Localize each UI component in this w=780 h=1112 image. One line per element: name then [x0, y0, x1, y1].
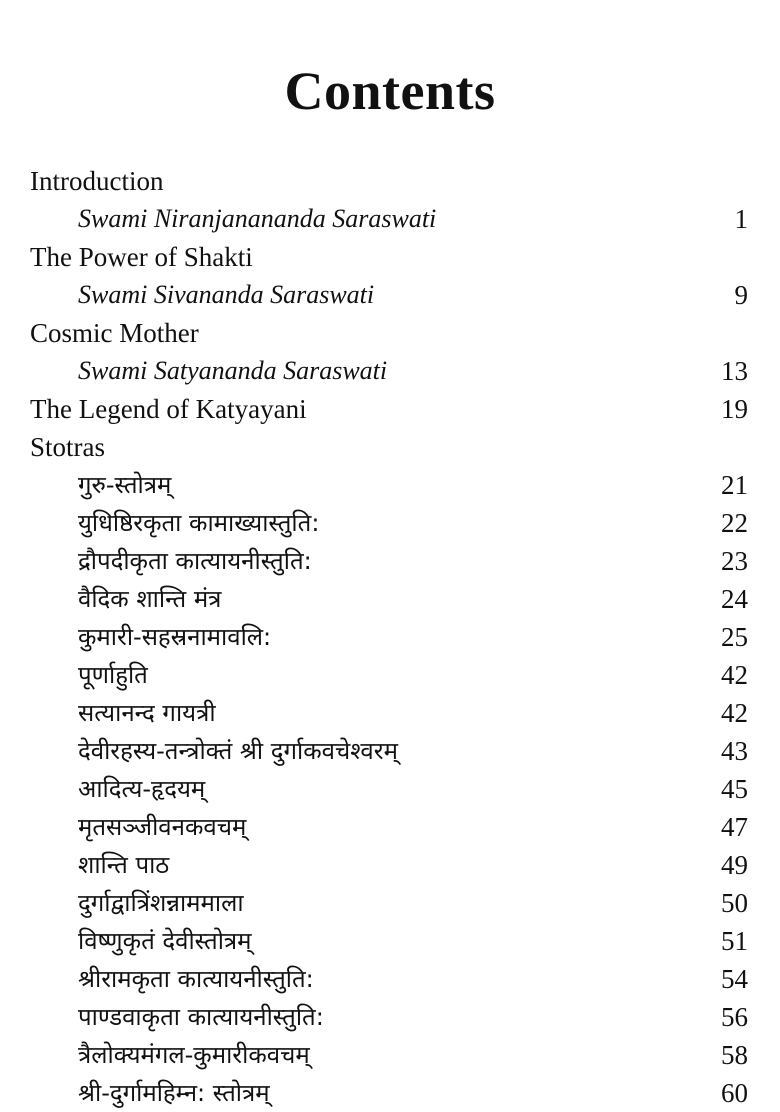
- toc-entry-label: आदित्य-हृदयम्: [78, 775, 206, 803]
- toc-entry-author[interactable]: [0, 352, 780, 390]
- toc-entry-label: विष्णुकृतं देवीस्तोत्रम्: [78, 927, 252, 955]
- toc-entry-page: 51: [721, 926, 748, 956]
- toc-entry-page: 1: [734, 204, 748, 234]
- toc-entry-page: 58: [721, 1040, 748, 1070]
- toc-entry-page: 56: [721, 1002, 748, 1032]
- toc-entry-stotra[interactable]: [0, 1074, 780, 1112]
- toc-entry-label: शान्ति पाठ: [78, 851, 170, 879]
- toc-entry-label: The Legend of Katyayani: [30, 394, 307, 424]
- toc-entry-label: Swami Satyananda Saraswati: [78, 356, 388, 385]
- toc-entry-introduction[interactable]: [0, 162, 780, 200]
- toc-entry-stotra[interactable]: [0, 694, 780, 732]
- toc-entry-stotra[interactable]: [0, 732, 780, 770]
- toc-entry-page: 9: [734, 280, 748, 310]
- toc-entry-label: कुमारी-सहस्रनामावलि:: [78, 623, 272, 651]
- toc-entry-page: 60: [721, 1078, 748, 1108]
- toc-entry-cosmic-mother[interactable]: [0, 314, 780, 352]
- toc-entry-page: 45: [721, 774, 748, 804]
- toc-entry-label: श्रीरामकृता कात्यायनीस्तुति:: [78, 965, 314, 993]
- toc-entry-author[interactable]: [0, 200, 780, 238]
- toc-entry-label: मृतसञ्जीवनकवचम्: [78, 813, 247, 841]
- toc-entry-label: Cosmic Mother: [30, 318, 199, 348]
- toc-entry-label: देवीरहस्य-तन्त्रोक्तं श्री दुर्गाकवचेश्वरम्: [78, 737, 398, 765]
- toc-entry-page: 25: [721, 622, 748, 652]
- toc-entry-stotra[interactable]: [0, 884, 780, 922]
- toc-entry-label: गुरु-स्तोत्रम्: [78, 471, 172, 499]
- toc-entry-label: त्रैलोक्यमंगल-कुमारीकवचम्: [78, 1041, 310, 1069]
- toc-entry-stotra[interactable]: [0, 656, 780, 694]
- toc-entry-label: सत्यानन्द गायत्री: [78, 699, 216, 727]
- toc-entry-label: श्री-दुर्गामहिम्न: स्तोत्रम्: [78, 1079, 270, 1107]
- toc-entry-label: वैदिक शान्ति मंत्र: [78, 585, 222, 613]
- toc-entry-stotra[interactable]: [0, 960, 780, 998]
- toc-entry-label: पाण्डवाकृता कात्यायनीस्तुति:: [78, 1003, 324, 1031]
- page-title: Contents: [284, 61, 496, 122]
- toc-entry-page: 22: [721, 508, 748, 538]
- toc-entry-stotra[interactable]: [0, 808, 780, 846]
- toc-entry-label: The Power of Shakti: [30, 242, 253, 272]
- toc-entry-stotras[interactable]: [0, 428, 780, 466]
- toc-entry-page: 13: [721, 356, 748, 386]
- toc-entry-page: 24: [721, 584, 748, 614]
- toc-entry-stotra[interactable]: [0, 542, 780, 580]
- toc-entry-label: Stotras: [30, 432, 106, 462]
- toc-entry-label: Introduction: [30, 166, 164, 196]
- toc-entry-label: दुर्गाद्वात्रिंशन्नाममाला: [78, 889, 244, 917]
- toc-entry-legend-of-katyayani[interactable]: [0, 390, 780, 428]
- toc-entry-page: 21: [721, 470, 748, 500]
- toc-entry-label: Swami Niranjanananda Saraswati: [78, 204, 437, 233]
- toc-entry-page: 42: [721, 660, 748, 690]
- toc-entry-label: युधिष्ठिरकृता कामाख्यास्तुति:: [78, 509, 320, 537]
- toc-entry-power-of-shakti[interactable]: [0, 238, 780, 276]
- toc-entry-author[interactable]: [0, 276, 780, 314]
- toc-entry-page: 50: [721, 888, 748, 918]
- toc-entry-stotra[interactable]: [0, 580, 780, 618]
- table-of-contents: [0, 162, 780, 1112]
- toc-entry-page: 49: [721, 850, 748, 880]
- toc-entry-stotra[interactable]: [0, 846, 780, 884]
- toc-entry-stotra[interactable]: [0, 504, 780, 542]
- toc-entry-label: द्रौपदीकृता कात्यायनीस्तुति:: [78, 547, 312, 575]
- toc-entry-page: 54: [721, 964, 748, 994]
- toc-entry-page: 42: [721, 698, 748, 728]
- toc-entry-stotra[interactable]: [0, 922, 780, 960]
- toc-entry-stotra[interactable]: [0, 466, 780, 504]
- toc-entry-stotra[interactable]: [0, 618, 780, 656]
- toc-entry-label: पूर्णाहुति: [78, 661, 148, 689]
- toc-entry-stotra[interactable]: [0, 1036, 780, 1074]
- toc-entry-label: Swami Sivananda Saraswati: [78, 280, 375, 309]
- toc-entry-page: 23: [721, 546, 748, 576]
- toc-entry-page: 43: [721, 736, 748, 766]
- toc-entry-stotra[interactable]: [0, 770, 780, 808]
- toc-entry-page: 19: [721, 394, 748, 424]
- toc-entry-stotra[interactable]: [0, 998, 780, 1036]
- toc-entry-page: 47: [721, 812, 748, 842]
